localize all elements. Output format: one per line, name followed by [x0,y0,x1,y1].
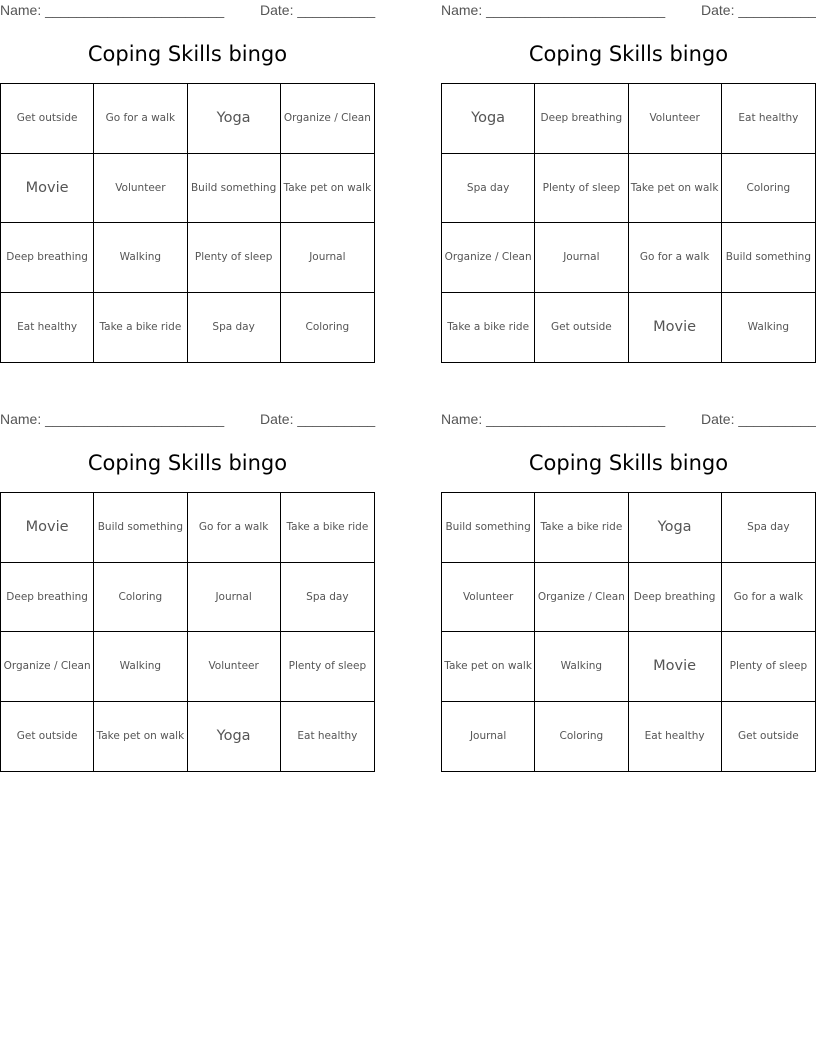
bingo-cell: Eat healthy [629,702,722,772]
bingo-cell: Movie [629,293,722,363]
bingo-cell: Build something [722,223,815,293]
name-date-row [0,411,375,429]
bingo-cell: Volunteer [188,632,281,702]
bingo-cell: Take a bike ride [281,493,374,563]
bingo-cell: Journal [188,563,281,633]
bingo-cell: Movie [1,154,94,224]
bingo-cell: Plenty of sleep [535,154,628,224]
bingo-cell: Coloring [722,154,815,224]
bingo-cell: Yoga [188,702,281,772]
bingo-cell: Get outside [1,84,94,154]
name-date-row [441,411,816,429]
bingo-cell: Organize / Clean [1,632,94,702]
bingo-cell: Walking [747,321,790,334]
bingo-cell: Get outside [535,293,628,363]
bingo-cell: Go for a walk [629,223,722,293]
bingo-cell: Eat healthy [297,730,358,743]
bingo-cell: Journal [535,223,628,293]
bingo-cell: Organize / Clean [442,223,535,293]
bingo-cell: Build something [94,493,187,563]
bingo-cell: Movie [629,632,722,702]
bingo-grid [0,83,375,363]
card-title: Coping Skills bingo [528,451,729,475]
bingo-cell: Spa day [442,154,535,224]
date-field-line: Date: __________ [701,411,816,427]
date-field-line: Date: __________ [701,2,816,18]
bingo-cell: Spa day [281,563,374,633]
bingo-cell: Go for a walk [94,84,187,154]
bingo-cell: Take a bike ride [94,293,187,363]
bingo-cell: Deep breathing [629,563,722,633]
date-field-line: Date: __________ [260,2,376,18]
card-title: Coping Skills bingo [87,42,288,66]
date-field-line: Date: __________ [260,411,376,427]
bingo-cell: Take a bike ride [535,493,628,563]
bingo-cell: Deep breathing [1,563,94,633]
bingo-cell: Journal [442,702,535,772]
bingo-cell: Plenty of sleep [188,223,281,293]
bingo-grid [0,492,375,772]
bingo-cell: Volunteer [442,563,535,633]
bingo-card [0,0,375,365]
bingo-grid [441,83,816,363]
bingo-cell: Eat healthy [1,293,94,363]
bingo-cell: Take pet on walk [442,632,535,702]
name-field-line: Name: _______________________ [0,2,225,18]
bingo-cell: Build something [188,154,281,224]
bingo-cell: Walking [94,223,187,293]
bingo-cell: Take a bike ride [442,293,535,363]
bingo-cell: Coloring [94,563,187,633]
bingo-card [441,0,816,365]
bingo-cell: Journal [281,223,374,293]
bingo-card [441,409,816,774]
bingo-cell: Yoga [629,493,722,563]
bingo-cell: Coloring [305,321,350,334]
card-title: Coping Skills bingo [528,42,729,66]
bingo-cell: Volunteer [94,154,187,224]
bingo-cell: Get outside [737,730,799,743]
bingo-cell: Take pet on walk [281,154,374,224]
bingo-cell: Go for a walk [722,563,815,633]
bingo-grid [441,492,816,772]
name-field-line: Name: _______________________ [441,2,666,18]
bingo-cell: Walking [535,632,628,702]
name-field-line: Name: _______________________ [441,411,666,427]
card-title: Coping Skills bingo [87,451,288,475]
bingo-cell: Yoga [442,84,535,154]
bingo-cell: Walking [94,632,187,702]
bingo-cell: Get outside [1,702,94,772]
bingo-cell: Deep breathing [535,84,628,154]
bingo-cell: Coloring [535,702,628,772]
bingo-cell: Movie [1,493,94,563]
name-field-line: Name: _______________________ [0,411,225,427]
bingo-cell: Spa day [722,493,815,563]
bingo-cell: Yoga [188,84,281,154]
name-date-row [441,2,816,20]
bingo-cell: Organize / Clean [281,84,374,154]
bingo-cell: Plenty of sleep [281,632,374,702]
bingo-cell: Deep breathing [1,223,94,293]
bingo-card [0,409,375,774]
bingo-cell: Go for a walk [188,493,281,563]
bingo-cell: Plenty of sleep [722,632,815,702]
bingo-cell: Take pet on walk [94,702,187,772]
bingo-cell: Volunteer [629,84,722,154]
bingo-cell: Spa day [188,293,281,363]
bingo-cell: Organize / Clean [535,563,628,633]
bingo-cell: Build something [442,493,535,563]
name-date-row [0,2,375,20]
bingo-cell: Take pet on walk [629,154,722,224]
bingo-cell: Eat healthy [722,84,815,154]
